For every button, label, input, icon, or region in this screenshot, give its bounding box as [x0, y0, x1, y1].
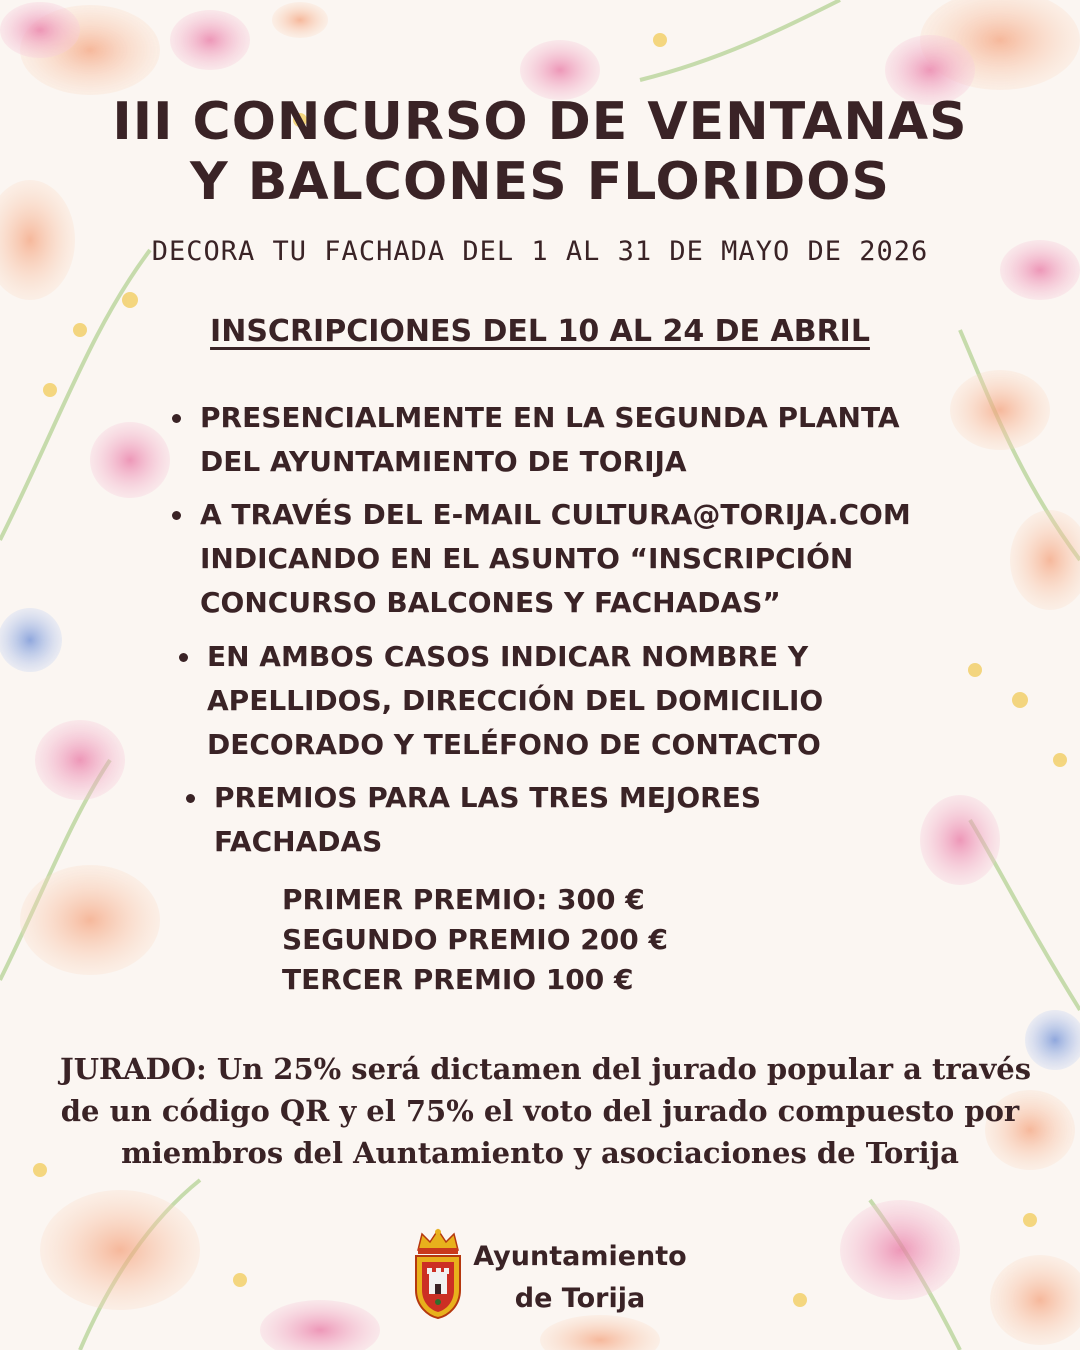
title-line-1: III CONCURSO DE VENTANAS [112, 92, 968, 152]
title-line-2: Y BALCONES FLORIDOS [190, 152, 890, 212]
prize-list [282, 880, 668, 1000]
jury-note [60, 1048, 1032, 1174]
first-prize: PRIMER PREMIO: 300 € [282, 883, 645, 916]
list-item-line: APELLIDOS, DIRECCIÓN DEL DOMICILIO [207, 684, 824, 717]
list-item-line: INDICANDO EN EL ASUNTO “INSCRIPCIÓN [200, 542, 854, 575]
bullet-icon [179, 653, 188, 662]
list-item-line: DECORADO Y TELÉFONO DE CONTACTO [207, 728, 821, 761]
list-item-line: DEL AYUNTAMIENTO DE TORIJA [200, 445, 687, 478]
bullet-icon [172, 511, 181, 520]
list-item [207, 635, 823, 767]
subtitle-dates: DECORA TU FACHADA DEL 1 AL 31 DE MAYO DE 2026 [151, 236, 929, 267]
list-item-line: PREMIOS PARA LAS TRES MEJORES [214, 781, 761, 814]
bullet-icon [186, 794, 195, 803]
list-item-line: PRESENCIALMENTE EN LA SEGUNDA PLANTA [200, 401, 900, 434]
list-item-line: EN AMBOS CASOS INDICAR NOMBRE Y [207, 640, 809, 673]
registration-heading: INSCRIPCIONES DEL 10 AL 24 DE ABRIL [210, 314, 870, 349]
list-item-line: FACHADAS [214, 825, 383, 858]
logo-text [470, 1236, 690, 1320]
list-item [200, 396, 900, 484]
second-prize: SEGUNDO PREMIO 200 € [282, 923, 668, 956]
list-item-line: A TRAVÉS DEL E-MAIL CULTURA@TORIJA.COM [200, 498, 911, 531]
list-item-line: CONCURSO BALCONES Y FACHADAS” [200, 586, 781, 619]
jury-note-line: JURADO: Un 25% será dictamen del jurado popular a través [60, 1052, 1032, 1086]
bullet-icon [172, 414, 181, 423]
coat-of-arms-icon [412, 1228, 464, 1320]
jury-note-line: miembros del Auntamiento y asociaciones de Torija [121, 1136, 959, 1170]
list-item [200, 493, 911, 625]
logo-line-2: de Torija [514, 1283, 646, 1314]
logo-line-1: Ayuntamiento [473, 1241, 687, 1272]
third-prize: TERCER PREMIO 100 € [282, 963, 634, 996]
list-item [214, 776, 761, 864]
jury-note-line: de un código QR y el 75% el voto del jurado compuesto por [60, 1094, 1020, 1128]
